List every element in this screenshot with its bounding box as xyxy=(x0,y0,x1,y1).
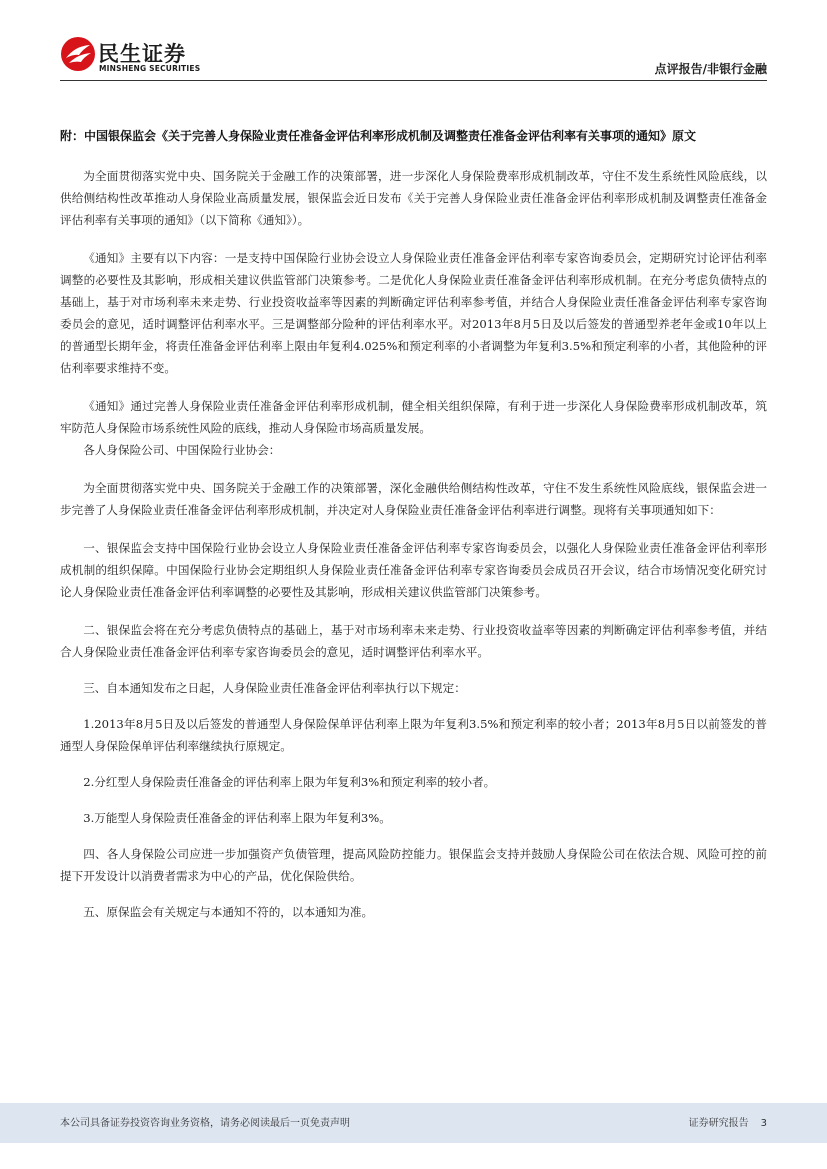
logo-chinese-name: 民生证券 xyxy=(98,42,186,66)
paragraph: 《通知》通过完善人身保险业责任准备金评估利率形成机制，健全相关组织保障，有利于进一步深化人身保险费率形成机制改革，筑牢防范人身保险市场系统性风险的底线，推动人身保险市场高质量发展。 xyxy=(60,399,767,435)
section-title: 附：中国银保监会《关于完善人身保险业责任准备金评估利率形成机制及调整责任准备金评估利率有关事项的通知》原文 xyxy=(60,129,697,143)
minsheng-logo xyxy=(60,36,220,78)
paragraph: 五、原保监会有关规定与本通知不符的，以本通知为准。 xyxy=(83,905,374,919)
logo-english-name: MINSHENG SECURITIES xyxy=(99,64,201,73)
page-header xyxy=(0,0,827,82)
footer-right xyxy=(689,1114,767,1129)
minsheng-logo-icon xyxy=(60,36,96,72)
report-type: 点评报告/非银行金融 xyxy=(654,62,767,76)
paragraph: 一、银保监会支持中国保险行业协会设立人身保险业责任准备金评估利率专家咨询委员会，以强化人身保险业责任准备金评估利率形成机制的组织保障。中国保险行业协会定期组织人身保险业责任准备金评估利率专家咨询委员会成员召开会议，结合市场情况变化研究讨论人身保险业责任准备金评估利率调整的必要性及其影响，形成相关建议供监管部门决策参考。 xyxy=(60,541,767,599)
footer-disclaimer: 本公司具备证券投资咨询业务资格，请务必阅读最后一页免责声明 xyxy=(60,1118,350,1129)
paragraph: 二、银保监会将在充分考虑负债特点的基础上，基于对市场利率未来走势、行业投资收益率等因素的判断确定评估利率参考值，并结合人身保险业责任准备金评估利率专家咨询委员会的意见，适时调整评估利率水平。 xyxy=(60,623,767,659)
footer-report-label: 证券研究报告 xyxy=(688,1118,749,1129)
page-footer xyxy=(0,1103,827,1143)
paragraph: 三、自本通知发布之日起，人身保险业责任准备金评估利率执行以下规定： xyxy=(83,681,466,695)
paragraph: 3.万能型人身保险责任准备金的评估利率上限为年复利3%。 xyxy=(83,811,391,825)
paragraph: 为全面贯彻落实党中央、国务院关于金融工作的决策部署，进一步深化人身保险费率形成机制改革，守住不发生系统性风险底线，以供给侧结构性改革推动人身保险业高质量发展，银保监会近日发布《关于完善人身保险业责任准备金评估利率形成机制及调整责任准备金评估利率有关事项的通知》（以下简称《通知》）。 xyxy=(60,169,767,227)
document-body xyxy=(60,126,767,923)
paragraph: 2.分红型人身保险责任准备金的评估利率上限为年复利3%和预定利率的较小者。 xyxy=(83,775,496,789)
paragraph: 1.2013年8月5日及以后签发的普通型人身保险保单评估利率上限为年复利3.5%和预定利率的较小者；2013年8月5日以前签发的普通型人身保险保单评估利率继续执行原规定。 xyxy=(60,717,767,753)
paragraph: 《通知》主要有以下内容：一是支持中国保险行业协会设立人身保险业责任准备金评估利率专家咨询委员会，定期研究讨论评估利率调整的必要性及其影响，形成相关建议供监管部门决策参考。二是优化人身保险业责任准备金评估利率形成机制。在充分考虑负债特点的基础上，基于对市场利率未来走势、行业投资收益率等因素的判断确定评估利率参考值，并结合人身保险业责任准备金评估利率专家咨询委员会的意见，适时调整评估利率水平。三是调整部分险种的评估利率水平。对2013年8月5日及以后签发的普通型养老年金或10年以上的普通型长期年金，将责任准备金评估利率上限由年复利4.025%和预定利率的小者调整为年复利3.5%和预定利率的小者，其他险种的评估利率要求维持不变。 xyxy=(60,251,767,375)
paragraph: 四、各人身保险公司应进一步加强资产负债管理，提高风险防控能力。银保监会支持并鼓励人身保险公司在依法合规、风险可控的前提下开发设计以消费者需求为中心的产品，优化保险供给。 xyxy=(60,847,767,883)
paragraph: 各人身保险公司、中国保险行业协会： xyxy=(83,443,281,457)
header-divider xyxy=(60,80,767,81)
page-number: 3 xyxy=(760,1118,767,1129)
paragraph: 为全面贯彻落实党中央、国务院关于金融工作的决策部署，深化金融供给侧结构性改革，守住不发生系统性风险底线，银保监会进一步完善了人身保险业责任准备金评估利率形成机制，并决定对人身保险业责任准备金评估利率进行调整。现将有关事项通知如下： xyxy=(60,481,767,517)
